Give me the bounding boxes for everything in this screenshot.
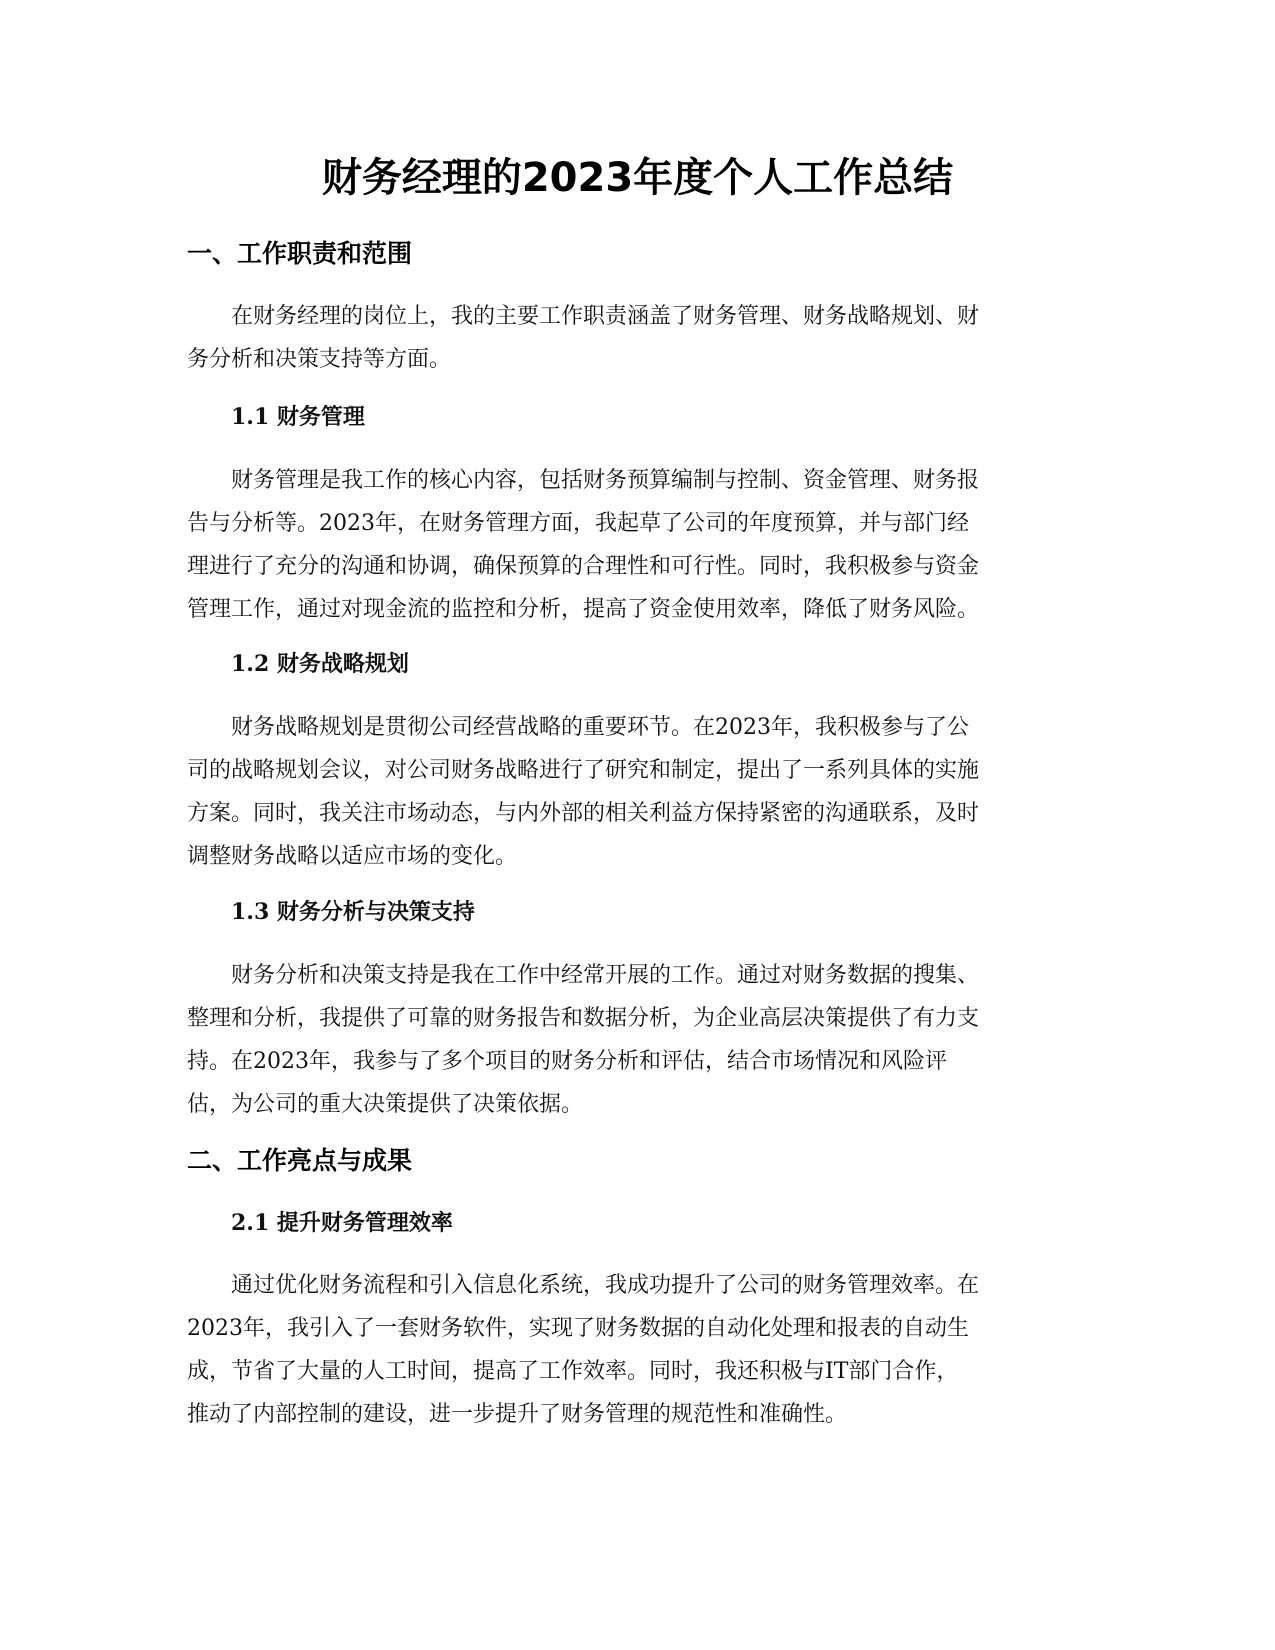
subsection-2-1-body [187, 1264, 1089, 1436]
text-line: 理进行了充分的沟通和协调，确保预算的合理性和可行性。同时，我积极参与资金 [187, 554, 980, 579]
text-line: 务分析和决策支持等方面。 [187, 347, 452, 372]
text-line: 财务管理是我工作的核心内容，包括财务预算编制与控制、资金管理、财务报 [231, 468, 980, 493]
subsection-1-1-body [187, 459, 1089, 631]
text-line: 调整财务战略以适应市场的变化。 [187, 844, 518, 869]
text-line: 推动了内部控制的建设，进一步提升了财务管理的规范性和准确性。 [187, 1402, 848, 1427]
subsection-heading-1-2: 1.2 财务战略规划 [231, 651, 409, 677]
section-heading-1: 一、工作职责和范围 [187, 239, 413, 268]
text-line: 在财务经理的岗位上，我的主要工作职责涵盖了财务管理、财务战略规划、财 [231, 304, 980, 329]
text-line: 方案。同时，我关注市场动态，与内外部的相关利益方保持紧密的沟通联系，及时 [187, 801, 980, 826]
text-line: 财务分析和决策支持是我在工作中经常开展的工作。通过对财务数据的搜集、 [231, 963, 980, 988]
document-title: 财务经理的2023年度个人工作总结 [321, 155, 954, 201]
subsection-1-3-body [187, 954, 1089, 1126]
text-line: 通过优化财务流程和引入信息化系统，我成功提升了公司的财务管理效率。在 [231, 1273, 980, 1298]
subsection-heading-2-1: 2.1 提升财务管理效率 [231, 1210, 453, 1236]
text-line: 2023年，我引入了一套财务软件，实现了财务数据的自动化处理和报表的自动生 [187, 1316, 969, 1341]
subsection-heading-1-3: 1.3 财务分析与决策支持 [231, 899, 475, 925]
text-line: 财务战略规划是贯彻公司经营战略的重要环节。在2023年，我积极参与了公 [231, 715, 969, 740]
subsection-heading-1-1: 1.1 财务管理 [231, 404, 365, 430]
text-line: 整理和分析，我提供了可靠的财务报告和数据分析，为企业高层决策提供了有力支 [187, 1006, 980, 1031]
section-heading-2: 二、工作亮点与成果 [187, 1146, 413, 1175]
text-line: 成，节省了大量的人工时间，提高了工作效率。同时，我还积极与IT部门合作， [187, 1359, 959, 1384]
section-1-intro [187, 295, 1089, 381]
text-line: 持。在2023年，我参与了多个项目的财务分析和评估，结合市场情况和风险评 [187, 1049, 947, 1074]
text-line: 告与分析等。2023年，在财务管理方面，我起草了公司的年度预算，并与部门经 [187, 511, 969, 536]
subsection-1-2-body [187, 706, 1089, 878]
text-line: 司的战略规划会议，对公司财务战略进行了研究和制定，提出了一系列具体的实施 [187, 758, 980, 783]
text-line: 管理工作，通过对现金流的监控和分析，提高了资金使用效率，降低了财务风险。 [187, 597, 980, 622]
text-line: 估，为公司的重大决策提供了决策依据。 [187, 1092, 584, 1117]
